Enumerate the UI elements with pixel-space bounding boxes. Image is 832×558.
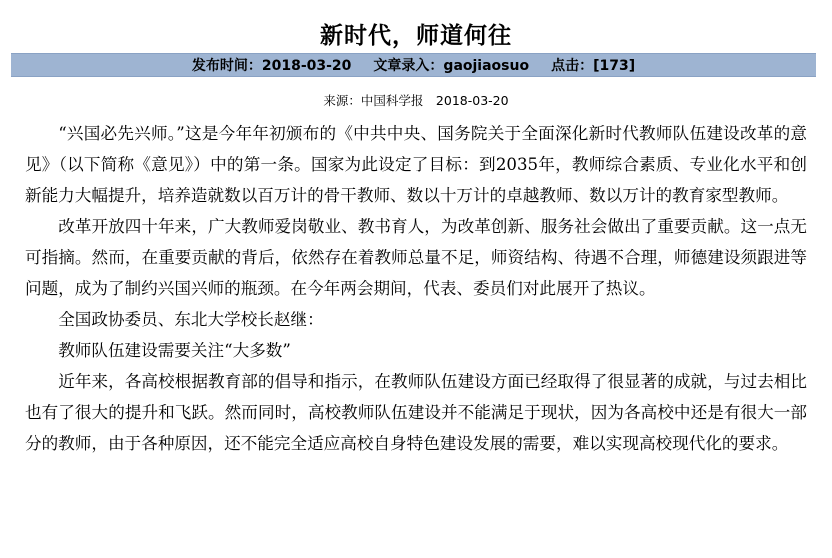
paragraph: 教师队伍建设需要关注“大多数” [58,341,291,360]
source-line: 来源：中国科学报 2018-03-20 [323,93,509,108]
entry-author: 文章录入：gaojiaosuo [373,58,530,74]
paragraph: 全国政协委员、东北大学校长赵继： [58,310,324,329]
meta-bar [11,53,816,77]
page-title: 新时代，师道何往 [320,23,512,49]
paragraph: 近年来，各高校根据教育部的倡导和指示，在教师队伍建设方面已经取得了很显著的成就，与过去相比也有了很大的提升和飞跃。然而同时，高校教师队伍建设并不能满足于现状，因为各高校中还是有很大一部分的教师，由于各种原因，还不能完全适应高校自身特色建设发展的需要，难以实现高校现代化的要求。 [25,372,807,453]
paragraph: “兴国必先兴师。”这是今年年初颁布的《中共中央、国务院关于全面深化新时代教师队伍建设改革的意见》（以下简称《意见》）中的第一条。国家为此设定了目标：到2035年，教师综合素质、专业化水平和创新能力大幅提升，培养造就数以百万计的骨干教师、数以十万计的卓越教师、数以万计的教育家型教师。 [25,124,807,205]
click-count: 点击：[173] [551,58,636,74]
paragraph: 改革开放四十年来，广大教师爱岗敬业、教书育人，为改革创新、服务社会做出了重要贡献。这一点无可指摘。然而，在重要贡献的背后，依然存在着教师总量不足，师资结构、待遇不合理，师德建设须跟进等问题，成为了制约兴国兴师的瓶颈。在今年两会期间，代表、委员们对此展开了热议。 [25,217,807,298]
article-body [25,118,807,459]
publish-time: 发布时间：2018-03-20 [191,58,352,74]
